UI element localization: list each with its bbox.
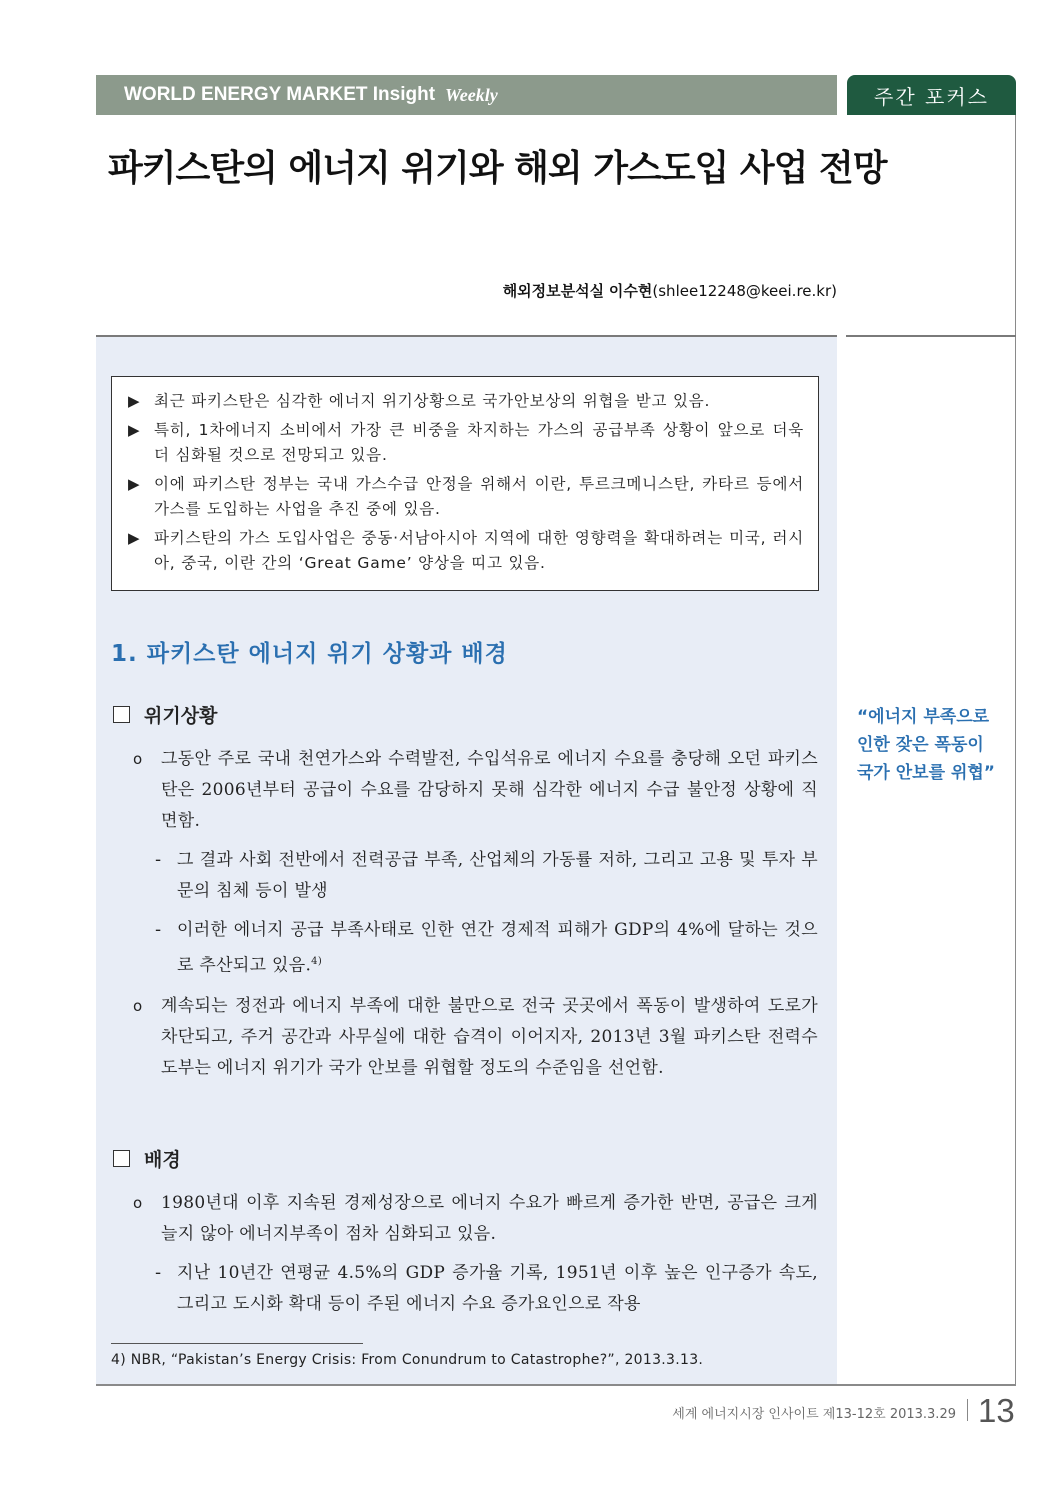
- pull-quote-line: 인한 잦은 폭동이: [857, 735, 984, 755]
- sub-point: [155, 1258, 818, 1320]
- dash-bullet-icon: -: [155, 920, 162, 940]
- author-name: 이수현: [608, 282, 653, 300]
- sub-point-body: 이러한 에너지 공급 부족사태로 인한 연간 경제적 피해가 GDP의 4%에 달하는 것으로 추산되고 있음.: [177, 920, 818, 976]
- subsection-heading: [113, 1145, 181, 1172]
- paragraph: [133, 991, 818, 1084]
- sub-point-text: [177, 915, 818, 982]
- pull-quote-line: “에너지 부족으로: [857, 707, 990, 727]
- summary-text: 파키스탄의 가스 도입사업은 중동·서남아시아 지역에 대한 영향력을 확대하려는 미국, 러시아, 중국, 이란 간의 ‘Great Game’ 양상을 띠고 있음.: [154, 529, 804, 572]
- author-line: [503, 280, 837, 301]
- summary-text: 이에 파키스탄 정부는 국내 가스수급 안정을 위해서 이란, 투르크메니스탄, 카타르 등에서 가스를 도입하는 사업을 추진 중에 있음.: [154, 475, 804, 518]
- arrow-icon: ▶: [128, 421, 140, 439]
- page-title: 파키스탄의 에너지 위기와 해외 가스도입 사업 전망: [108, 148, 887, 189]
- circle-bullet-icon: o: [133, 750, 143, 768]
- summary-text: 특히, 1차에너지 소비에서 가장 큰 비중을 차지하는 가스의 공급부족 상황이 앞으로 더욱 더 심화될 것으로 전망되고 있음.: [154, 421, 804, 464]
- author-dept: 해외정보분석실: [502, 282, 605, 300]
- sub-point-text: 그 결과 사회 전반에서 전력공급 부족, 산업체의 가동률 저하, 그리고 고용 및 투자 부문의 침체 등이 발생: [177, 850, 818, 901]
- paragraph: [133, 1188, 818, 1250]
- divider: [96, 1384, 1016, 1386]
- summary-item: [128, 389, 804, 414]
- footnote: 4) NBR, “Pakistan’s Energy Crisis: From Conundrum to Catastrophe?”, 2013.3.13.: [111, 1352, 704, 1368]
- pull-quote: [857, 703, 1007, 787]
- paragraph: [133, 744, 818, 837]
- summary-box: [111, 376, 819, 591]
- divider: [846, 335, 1016, 337]
- dash-bullet-icon: -: [155, 850, 162, 870]
- arrow-icon: ▶: [128, 475, 140, 493]
- header-series-bar: [96, 75, 837, 115]
- footer-divider: [967, 1399, 968, 1421]
- sub-point: [155, 915, 818, 982]
- sub-point-text: 지난 10년간 연평균 4.5%의 GDP 증가율 기록, 1951년 이후 높은 인구증가 속도, 그리고 도시화 확대 등이 주된 에너지 수요 증가요인으로 작용: [177, 1263, 818, 1314]
- header-weekly: Weekly: [445, 84, 498, 105]
- pull-quote-line: 국가 안보를 위협”: [857, 763, 995, 783]
- checkbox-icon: [113, 1150, 130, 1167]
- subsection-label: 배경: [144, 1149, 181, 1171]
- arrow-icon: ▶: [128, 529, 140, 547]
- sub-point: [155, 845, 818, 907]
- paragraph-text: 그동안 주로 국내 천연가스와 수력발전, 수입석유로 에너지 수요를 충당해 오던 파키스탄은 2006년부터 공급이 수요를 감당하지 못해 심각한 에너지 수급 불안정 상황에 직면함.: [161, 749, 818, 831]
- page-number: 13: [978, 1392, 1015, 1429]
- arrow-icon: ▶: [128, 392, 140, 410]
- summary-item: [128, 418, 804, 468]
- footnote-ref: 4): [311, 956, 323, 967]
- footnote-divider: [111, 1343, 363, 1344]
- author-email: (shlee12248@keei.re.kr): [652, 282, 837, 300]
- circle-bullet-icon: o: [133, 997, 143, 1015]
- summary-item: [128, 526, 804, 576]
- section-title: 1. 파키스탄 에너지 위기 상황과 배경: [111, 641, 508, 667]
- checkbox-icon: [113, 706, 130, 723]
- right-border: [1015, 115, 1016, 1385]
- footer-publication: 세계 에너지시장 인사이트 제13-12호 2013.3.29: [672, 1407, 956, 1422]
- subsection-label: 위기상황: [144, 705, 218, 727]
- dash-bullet-icon: -: [155, 1263, 162, 1283]
- paragraph-text: 1980년대 이후 지속된 경제성장으로 에너지 수요가 빠르게 증가한 반면, 공급은 크게 늘지 않아 에너지부족이 점차 심화되고 있음.: [161, 1193, 818, 1244]
- summary-item: [128, 472, 804, 522]
- paragraph-text: 계속되는 정전과 에너지 부족에 대한 불만으로 전국 곳곳에서 폭동이 발생하여 도로가 차단되고, 주거 공간과 사무실에 대한 습격이 이어지자, 2013년 3월 파키스탄 전력수도부는 에너지 위기가 국가 안보를 위협할 정도의 수준임을 선언함.: [161, 996, 818, 1078]
- subsection-heading: [113, 701, 217, 728]
- summary-text: 최근 파키스탄은 심각한 에너지 위기상황으로 국가안보상의 위협을 받고 있음.: [154, 392, 711, 410]
- header-series: WORLD ENERGY MARKET Insight: [124, 84, 436, 105]
- circle-bullet-icon: o: [133, 1194, 143, 1212]
- focus-tab: 주간 포커스: [847, 75, 1016, 115]
